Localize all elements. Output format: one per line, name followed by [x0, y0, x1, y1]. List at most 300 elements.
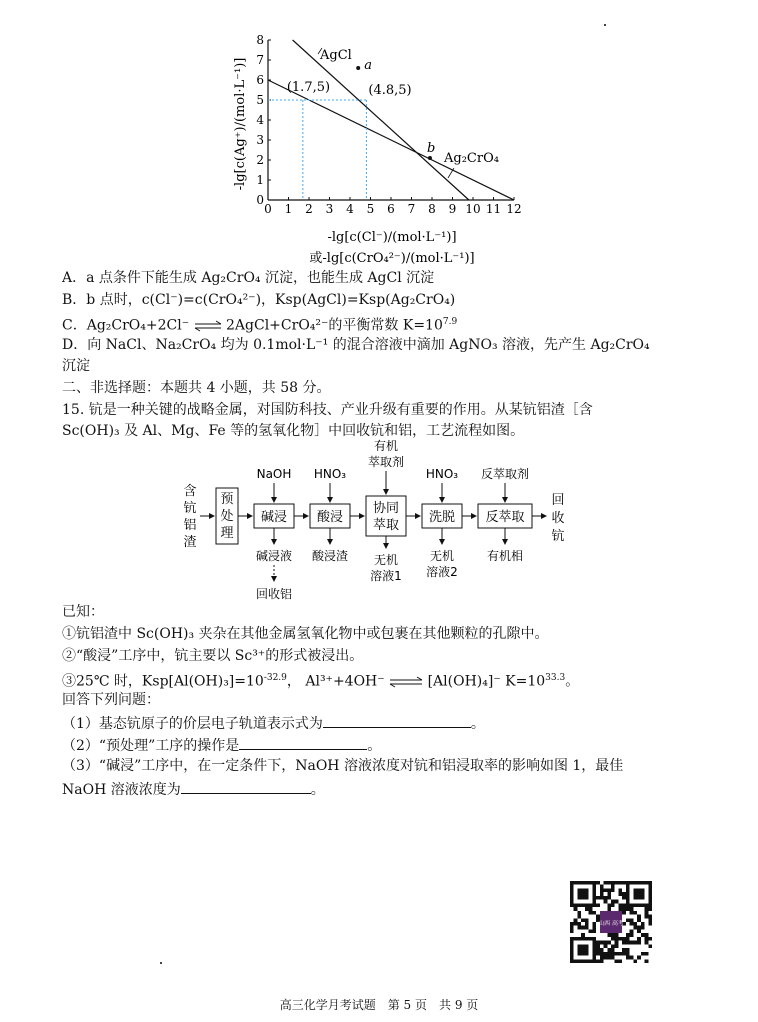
- qr-module: [574, 918, 578, 922]
- qr-module: [630, 929, 634, 933]
- qr-module: [577, 881, 581, 885]
- qr-module: [622, 941, 626, 945]
- qr-module: [648, 885, 652, 889]
- process-flow-diagram: [172, 438, 592, 608]
- qr-module: [604, 900, 608, 904]
- qr-module: [589, 903, 593, 907]
- qr-module: [577, 959, 581, 963]
- qr-module: [585, 944, 589, 948]
- qr-module: [574, 903, 578, 907]
- qr-module: [570, 896, 574, 900]
- qr-module: [630, 881, 634, 885]
- qr-module: [626, 941, 630, 945]
- qr-module: [637, 896, 641, 900]
- qr-module: [633, 922, 637, 926]
- qr-module: [604, 896, 608, 900]
- reagent-hno3-2: HNO₃: [425, 467, 459, 481]
- qr-module: [570, 888, 574, 892]
- qr-module: [589, 959, 593, 963]
- sub-question-1-text: （1）基态钪原子的价层电子轨道表示式为: [62, 716, 323, 732]
- qr-module: [618, 907, 622, 911]
- qr-module: [592, 926, 596, 930]
- qr-module: [570, 948, 574, 952]
- flow-box-alkali-leach-label: 碱浸: [260, 510, 288, 525]
- qr-module: [577, 915, 581, 919]
- qr-module: [611, 903, 615, 907]
- qr-module: [589, 907, 593, 911]
- x-tick-label: 0: [264, 202, 272, 216]
- qr-module: [611, 933, 615, 937]
- qr-module: [581, 926, 585, 930]
- page-footer: 高三化学月考试题 第 5 页 共 9 页: [279, 998, 479, 1012]
- qr-module: [585, 888, 589, 892]
- qr-module: [577, 896, 581, 900]
- qr-module: [589, 881, 593, 885]
- x-tick-label: 9: [448, 202, 457, 216]
- qr-module: [570, 952, 574, 956]
- series-line-agcl: [293, 40, 469, 200]
- qr-module: [607, 948, 611, 952]
- qr-module: [570, 959, 574, 963]
- qr-module: [577, 911, 581, 915]
- qr-module: [600, 948, 604, 952]
- qr-module: [585, 907, 589, 911]
- x-tick-label: 7: [407, 202, 416, 216]
- qr-module: [645, 937, 649, 941]
- qr-module: [648, 907, 652, 911]
- qr-module: [637, 918, 641, 922]
- qr-module: [600, 892, 604, 896]
- qr-module: [648, 896, 652, 900]
- flow-start-char-4: 渣: [183, 535, 197, 550]
- flow-box-pretreat-char-2: 处: [220, 509, 234, 524]
- qr-module: [626, 885, 630, 889]
- qr-module: [645, 933, 649, 937]
- qr-module: [585, 881, 589, 885]
- x-tick-label: 11: [485, 202, 502, 216]
- qr-module: [585, 918, 589, 922]
- sub-question-3-line2: [62, 779, 325, 799]
- x-tick-label: 6: [387, 202, 395, 216]
- qr-module: [637, 929, 641, 933]
- reagent-back-extractant: 反萃取剂: [480, 467, 530, 481]
- reagent-extractant-line2: 萃取剂: [367, 455, 405, 469]
- x-tick-label: 12: [506, 202, 522, 216]
- qr-module: [589, 937, 593, 941]
- qr-module: [637, 941, 641, 945]
- y-tick-label: 0: [256, 193, 264, 207]
- output-acid-residue: 酸浸渣: [311, 549, 349, 563]
- qr-module: [574, 907, 578, 911]
- qr-module: [574, 881, 578, 885]
- qr-module: [570, 956, 574, 960]
- x-tick-label: 1: [284, 202, 293, 216]
- qr-module: [592, 944, 596, 948]
- qr-module: [630, 941, 634, 945]
- qr-module: [607, 896, 611, 900]
- qr-module: [645, 941, 649, 945]
- qr-module: [648, 922, 652, 926]
- qr-module: [615, 933, 619, 937]
- flow-end-char-2: 收: [551, 511, 565, 526]
- sub-question-1: [62, 713, 485, 733]
- coord-label-1: (1.7,5): [286, 80, 331, 95]
- qr-module: [604, 944, 608, 948]
- qr-module: [607, 892, 611, 896]
- qr-module: [577, 937, 581, 941]
- qr-module: [626, 907, 630, 911]
- qr-module: [630, 907, 634, 911]
- known-3-end: 。: [565, 673, 580, 690]
- qr-module: [648, 937, 652, 941]
- reagent-extractant-line1: 有机: [373, 439, 399, 453]
- qr-module: [618, 881, 622, 885]
- qr-module: [592, 896, 596, 900]
- qr-center-logo-label: 山西 高考: [598, 919, 624, 927]
- x-tick-label: 8: [428, 202, 436, 216]
- x-axis-label-line1: -lg[c(Cl⁻)/(mol·L⁻¹)]: [327, 230, 457, 245]
- qr-module: [622, 937, 626, 941]
- qr-module: [618, 952, 622, 956]
- qr-module: [637, 915, 641, 919]
- output-inorganic-solution-2-line1: 无机: [429, 549, 455, 563]
- flow-start-char-1: 含: [183, 484, 197, 499]
- qr-module: [592, 929, 596, 933]
- qr-module: [622, 948, 626, 952]
- qr-module: [570, 922, 574, 926]
- qr-module: [648, 900, 652, 904]
- qr-module: [630, 918, 634, 922]
- option-d-line2: 沉淀: [62, 358, 90, 374]
- qr-module: [645, 952, 649, 956]
- qr-module: [577, 952, 581, 956]
- qr-module: [626, 956, 630, 960]
- flow-box-pretreat-char-3: 理: [220, 526, 234, 541]
- qr-module: [570, 881, 574, 885]
- qr-module: [585, 937, 589, 941]
- qr-module: [630, 903, 634, 907]
- qr-module: [618, 959, 622, 963]
- qr-module: [574, 937, 578, 941]
- y-axis-label: -lg[c(Ag⁺)/(mol·L⁻¹)]: [233, 57, 248, 191]
- qr-module: [648, 881, 652, 885]
- qr-module: [600, 941, 604, 945]
- qr-module: [637, 903, 641, 907]
- x-tick-label: 4: [346, 202, 354, 216]
- qr-module: [626, 881, 630, 885]
- qr-module: [607, 941, 611, 945]
- qr-module: [600, 959, 604, 963]
- known-3-k-exponent: 33.3: [545, 673, 566, 683]
- qr-module: [596, 903, 600, 907]
- qr-module: [607, 888, 611, 892]
- equilibrium-arrow-icon: [194, 320, 222, 332]
- question-15-line1: 15. 钪是一种关键的战略金属，对国防科技、产业升级有重要的作用。从某钪铝渣［含: [62, 402, 593, 418]
- sub-question-3-text: NaOH 溶液浓度为: [62, 782, 181, 798]
- qr-module: [618, 937, 622, 941]
- reagent-naoh: NaOH: [256, 467, 292, 481]
- flow-start-char-2: 钪: [183, 501, 197, 516]
- qr-module: [648, 918, 652, 922]
- qr-module: [622, 952, 626, 956]
- qr-module: [630, 956, 634, 960]
- qr-module: [637, 926, 641, 930]
- qr-module: [585, 896, 589, 900]
- qr-module: [592, 885, 596, 889]
- qr-module: [577, 922, 581, 926]
- output-inorganic-solution-2-line2: 溶液2: [426, 565, 458, 579]
- qr-module: [596, 948, 600, 952]
- qr-module: [604, 956, 608, 960]
- qr-module: [622, 907, 626, 911]
- qr-module: [592, 956, 596, 960]
- flow-box-synergistic-extraction-line1: 协同: [372, 501, 400, 516]
- qr-module: [592, 952, 596, 956]
- qr-module: [645, 903, 649, 907]
- qr-module: [637, 892, 641, 896]
- x-axis-label-line2: 或-lg[c(CrO₄²⁻)/(mol·L⁻¹)]: [309, 251, 475, 266]
- qr-module: [615, 941, 619, 945]
- qr-module: [633, 896, 637, 900]
- qr-module: [615, 952, 619, 956]
- qr-module: [611, 885, 615, 889]
- qr-module: [626, 952, 630, 956]
- qr-module: [570, 944, 574, 948]
- qr-module: [592, 900, 596, 904]
- point-b-marker: [428, 156, 432, 160]
- point-a-marker: [356, 66, 360, 70]
- qr-module: [615, 944, 619, 948]
- flow-box-back-extraction-label: 反萃取: [485, 510, 525, 525]
- qr-module: [581, 892, 585, 896]
- qr-module: [607, 881, 611, 885]
- y-tick-label: 2: [256, 153, 264, 167]
- qr-module: [570, 903, 574, 907]
- known-1: ①钪铝渣中 Sc(OH)₃ 夹杂在其他金属氢氧化物中或包裹在其他颗粒的孔隙中。: [62, 626, 549, 642]
- sub-question-3-period: 。: [310, 782, 325, 798]
- qr-module: [592, 881, 596, 885]
- qr-module: [626, 892, 630, 896]
- flow-end-char-3: 钪: [551, 529, 565, 544]
- qr-module: [570, 926, 574, 930]
- qr-module: [648, 944, 652, 948]
- y-tick-label: 1: [256, 173, 264, 187]
- qr-module: [585, 948, 589, 952]
- ksp-chart: [222, 34, 522, 274]
- qr-module: [626, 903, 630, 907]
- qr-module: [570, 900, 574, 904]
- qr-module: [633, 911, 637, 915]
- qr-code-icon: [567, 881, 655, 963]
- qr-module: [641, 926, 645, 930]
- qr-module: [585, 922, 589, 926]
- y-tick-label: 7: [256, 53, 264, 67]
- qr-module: [645, 907, 649, 911]
- qr-module: [600, 885, 604, 889]
- qr-module: [585, 926, 589, 930]
- qr-module: [633, 881, 637, 885]
- output-alkali-liquor: 碱浸液: [255, 549, 293, 563]
- qr-module: [581, 952, 585, 956]
- qr-module: [633, 926, 637, 930]
- known-3: [62, 669, 579, 691]
- flow-box-elution-label: 洗脱: [428, 510, 456, 525]
- qr-module: [641, 892, 645, 896]
- question-15-line2: Sc(OH)₃ 及 Al、Mg、Fe 等的氢氧化物］中回收钪和铝，工艺流程如图。: [62, 423, 525, 439]
- qr-module: [581, 888, 585, 892]
- y-tick-label: 3: [256, 133, 264, 147]
- qr-module: [611, 937, 615, 941]
- qr-module: [633, 903, 637, 907]
- point-a-label: a: [364, 58, 372, 73]
- qr-module: [637, 937, 641, 941]
- qr-module: [622, 892, 626, 896]
- qr-module: [581, 896, 585, 900]
- y-tick-label: 4: [256, 113, 264, 127]
- page-speck: [604, 24, 606, 26]
- qr-module: [600, 956, 604, 960]
- flow-box-pretreat-char-1: 预: [220, 492, 234, 507]
- option-c-pre: C．Ag₂CrO₄+2Cl⁻: [62, 317, 190, 334]
- qr-module: [585, 903, 589, 907]
- flow-start-char-3: 铝: [183, 518, 197, 533]
- qr-module: [611, 944, 615, 948]
- qr-module: [600, 888, 604, 892]
- qr-module: [641, 881, 645, 885]
- qr-module: [570, 937, 574, 941]
- flow-end-char-1: 回: [551, 493, 565, 508]
- qr-module: [585, 892, 589, 896]
- qr-module: [630, 922, 634, 926]
- y-tick-label: 5: [256, 93, 264, 107]
- qr-module: [604, 888, 608, 892]
- qr-module: [607, 956, 611, 960]
- qr-module: [596, 944, 600, 948]
- qr-module: [648, 903, 652, 907]
- flow-box-synergistic-extraction-line2: 萃取: [372, 518, 400, 533]
- qr-module: [596, 915, 600, 919]
- qr-module: [622, 903, 626, 907]
- y-tick-label: 8: [256, 34, 264, 47]
- qr-module: [611, 952, 615, 956]
- qr-module: [611, 900, 615, 904]
- known-title: 已知：: [62, 604, 104, 620]
- answer-blank-3[interactable]: [181, 779, 311, 794]
- option-a: A．a 点条件下能生成 Ag₂CrO₄ 沉淀，也能生成 AgCl 沉淀: [62, 270, 435, 286]
- qr-module: [596, 952, 600, 956]
- qr-module: [592, 911, 596, 915]
- qr-module: [637, 888, 641, 892]
- series-label-ag2cro4: Ag₂CrO₄: [444, 151, 499, 166]
- x-tick-label: 3: [325, 202, 334, 216]
- known-3-product: [Al(OH)₄]⁻ K=10: [427, 673, 546, 690]
- known-3-ksp: ③25℃ 时，Ksp[Al(OH)₃]=10: [62, 673, 264, 690]
- output-recover-al: 回收铝: [255, 587, 293, 601]
- qr-module: [581, 903, 585, 907]
- qr-module: [570, 892, 574, 896]
- equilibrium-arrow-icon: [389, 676, 423, 688]
- qr-module: [589, 929, 593, 933]
- qr-module: [577, 888, 581, 892]
- qr-module: [585, 952, 589, 956]
- qr-module: [577, 948, 581, 952]
- qr-module: [581, 948, 585, 952]
- qr-module: [607, 903, 611, 907]
- qr-module: [600, 896, 604, 900]
- qr-module: [645, 915, 649, 919]
- x-tick-label: 2: [305, 202, 313, 216]
- answer-blank-1[interactable]: [323, 713, 471, 728]
- qr-module: [641, 896, 645, 900]
- option-c-exponent: 7.9: [442, 317, 458, 327]
- output-inorganic-solution-1-line2: 溶液1: [370, 569, 402, 583]
- qr-module: [574, 922, 578, 926]
- series-line-ag2cro4: [268, 80, 514, 200]
- section-heading: 二、非选择题：本题共 4 小题，共 58 分。: [62, 380, 331, 396]
- qr-module: [600, 952, 604, 956]
- qr-module: [622, 881, 626, 885]
- qr-module: [641, 888, 645, 892]
- qr-module: [611, 881, 615, 885]
- known-3-ksp-exponent: -32.9: [263, 673, 287, 683]
- qr-module: [633, 959, 637, 963]
- point-b-label: b: [426, 141, 436, 156]
- qr-module: [592, 888, 596, 892]
- answer-blank-2[interactable]: [239, 735, 367, 750]
- qr-module: [596, 941, 600, 945]
- qr-module: [626, 896, 630, 900]
- qr-module: [596, 959, 600, 963]
- qr-module: [645, 881, 649, 885]
- qr-module: [626, 933, 630, 937]
- sub-question-3-line1: （3）“碱浸”工序中，在一定条件下，NaOH 溶液浓度对钪和铝浸取率的影响如图 1，最佳: [62, 758, 624, 774]
- qr-module: [570, 885, 574, 889]
- qr-module: [592, 892, 596, 896]
- qr-module: [615, 881, 619, 885]
- qr-module: [607, 933, 611, 937]
- qr-module: [615, 937, 619, 941]
- qr-module: [618, 888, 622, 892]
- qr-module: [645, 959, 649, 963]
- known-3-reaction: ， Al³⁺+4OH⁻: [286, 673, 385, 690]
- qr-module: [618, 903, 622, 907]
- qr-module: [570, 929, 574, 933]
- output-organic-phase: 有机相: [486, 549, 524, 563]
- qr-module: [604, 952, 608, 956]
- qr-module: [607, 952, 611, 956]
- qr-module: [615, 900, 619, 904]
- qr-module: [581, 918, 585, 922]
- qr-module: [592, 922, 596, 926]
- qr-module: [604, 881, 608, 885]
- series-label-agcl: AgCl: [320, 48, 352, 63]
- qr-module: [581, 959, 585, 963]
- qr-module: [577, 903, 581, 907]
- qr-module: [581, 944, 585, 948]
- known-2: ②“酸浸”工序中，钪主要以 Sc³⁺的形式被浸出。: [62, 648, 364, 664]
- qr-module: [626, 888, 630, 892]
- option-c-post: 2AgCl+CrO₄²⁻的平衡常数 K=10: [226, 317, 443, 334]
- qr-module: [637, 881, 641, 885]
- reagent-hno3-1: HNO₃: [313, 467, 347, 481]
- x-tick-label: 10: [465, 202, 481, 216]
- qr-module: [592, 903, 596, 907]
- qr-module: [645, 911, 649, 915]
- qr-module: [592, 941, 596, 945]
- qr-module: [630, 911, 634, 915]
- y-tick-label: 6: [256, 73, 264, 87]
- qr-module: [641, 933, 645, 937]
